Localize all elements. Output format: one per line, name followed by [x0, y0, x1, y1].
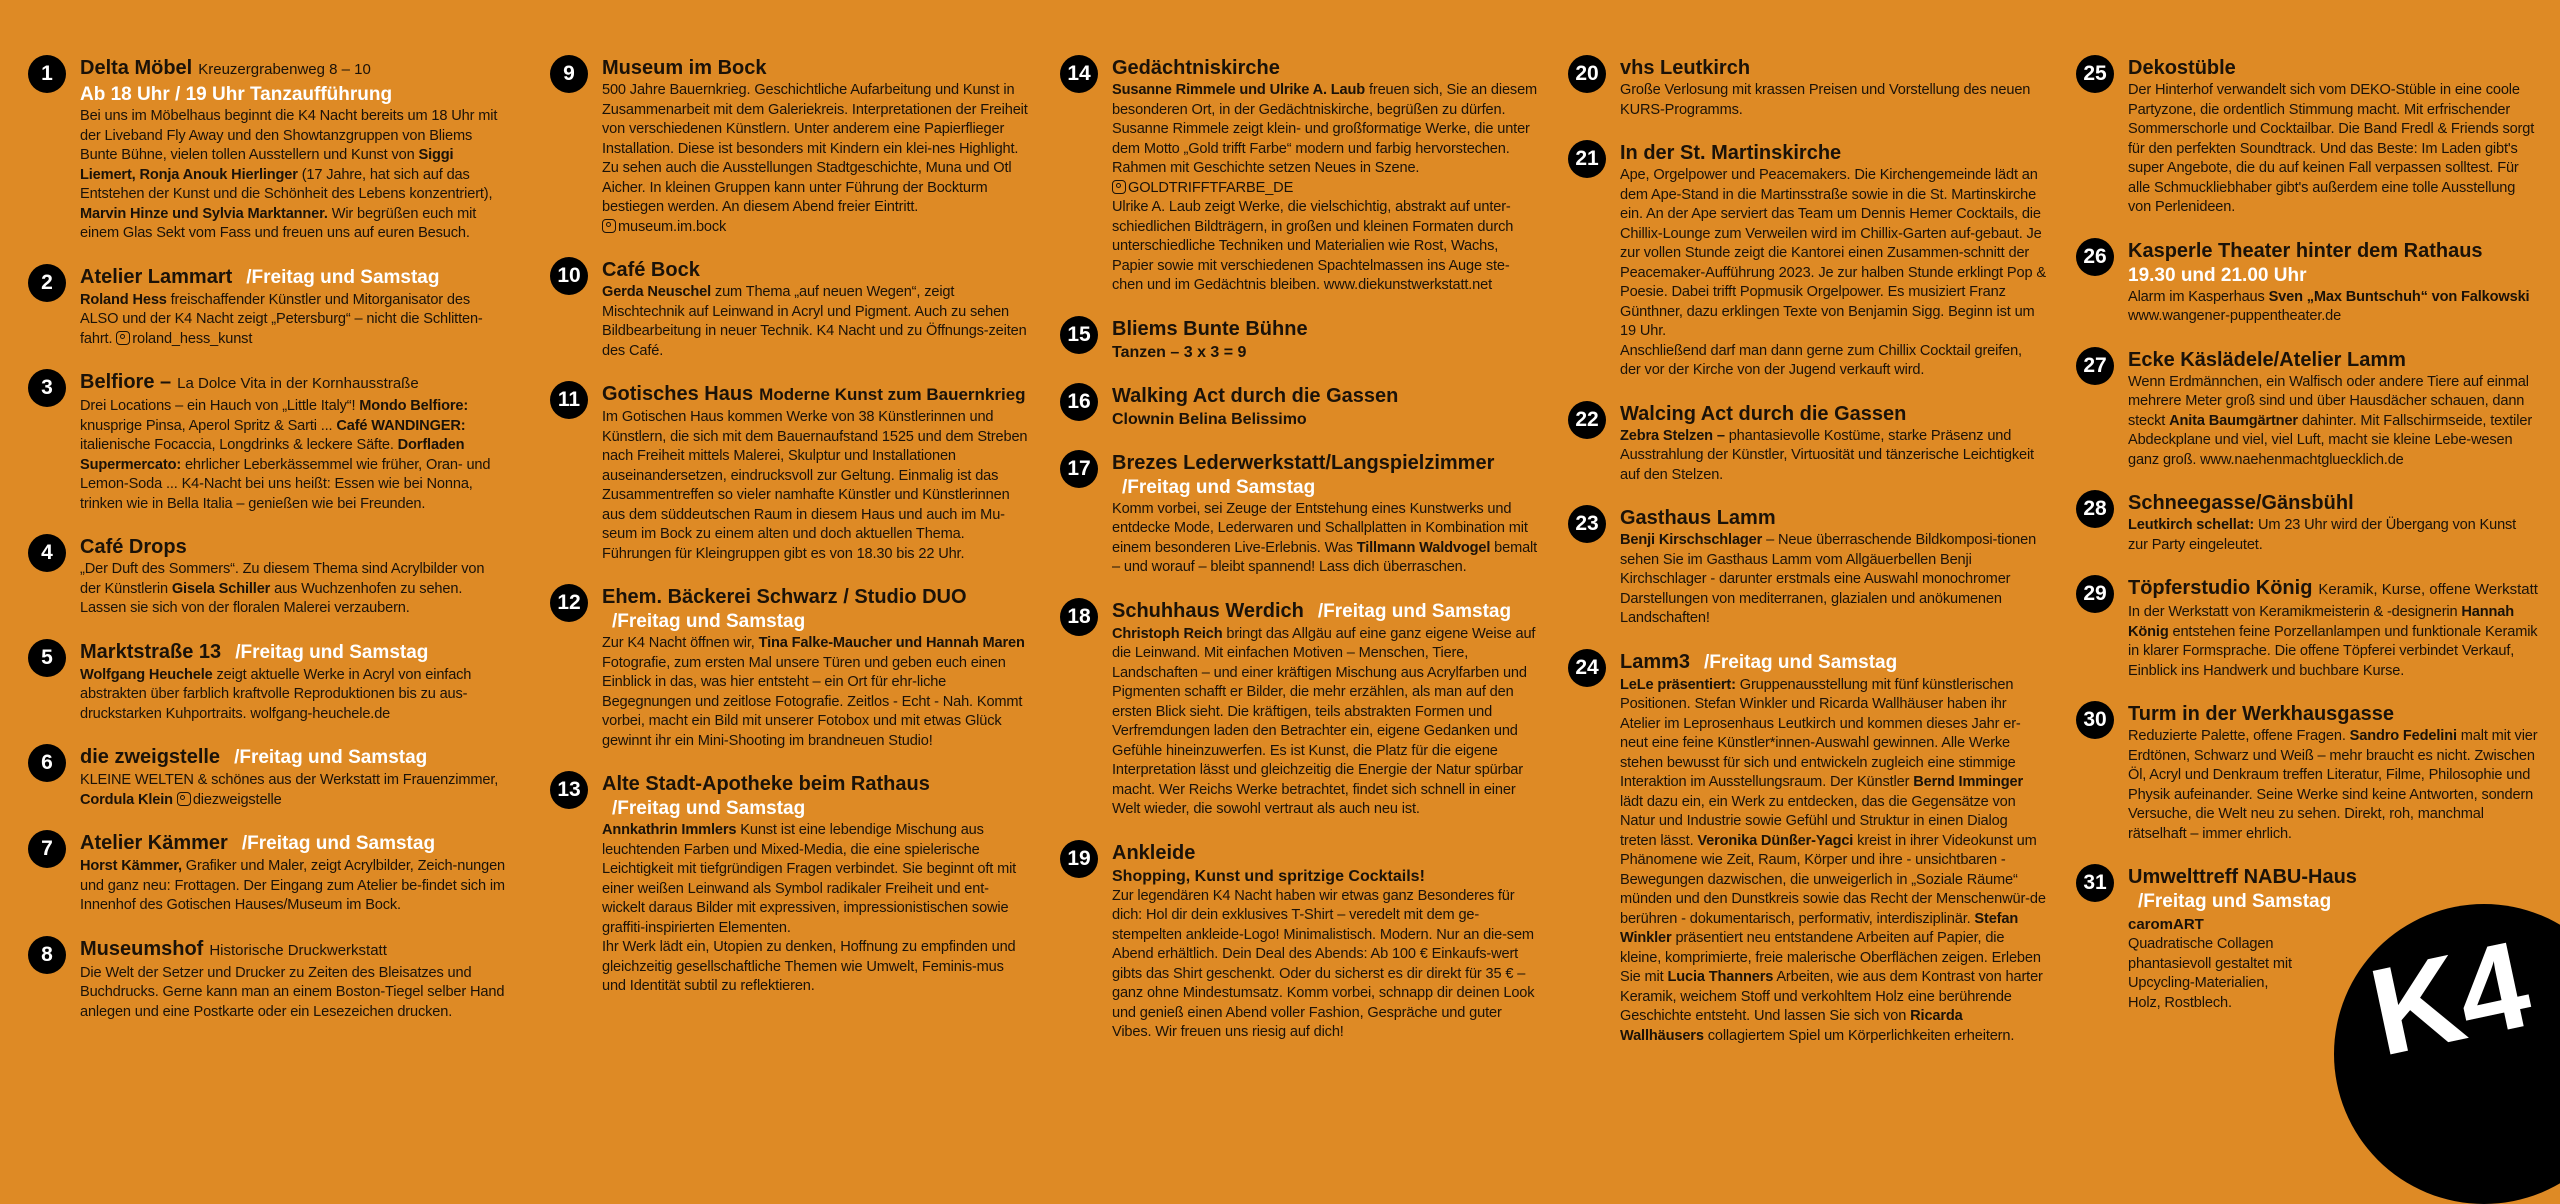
entry-title: Kasperle Theater hinter dem Rathaus: [2128, 239, 2483, 262]
entry-days-tag: /Freitag und Samstag: [246, 266, 440, 288]
entry-12: [550, 584, 1028, 751]
entry-title: Atelier Lammart: [80, 265, 233, 288]
entry-title: Café Bock: [602, 259, 700, 281]
entry-subtitle: Moderne Kunst zum Bauernkrieg: [759, 385, 1026, 404]
entry-title: Alte Stadt-Apotheke beim Rathaus: [602, 773, 930, 795]
entry-days-tag: /Freitag und Samstag: [612, 611, 806, 632]
entry-15: [1060, 316, 1538, 363]
entry-text: KLEINE WELTEN & schönes aus der Werkstatt im Frauenzimmer, Cordula Klein diezweigstelle: [80, 772, 499, 808]
entry-number: 7: [28, 830, 66, 868]
entry-subtitle: Kreuzergrabenweg 8 – 10: [198, 61, 371, 78]
entry-27: [2076, 347, 2538, 471]
entry-number: 12: [550, 584, 588, 622]
entry-number: 22: [1568, 401, 1606, 439]
entry-number: 9: [550, 55, 588, 93]
entry-number: 18: [1060, 598, 1098, 636]
entry-days-tag: /Freitag und Samstag: [1704, 651, 1898, 673]
entry-21: [1568, 140, 2046, 381]
entry-time: 19.30 und 21.00 Uhr: [2128, 264, 2307, 286]
entry-number: 30: [2076, 701, 2114, 739]
entry-29: [2076, 575, 2538, 681]
entry-text: Horst Kämmer, Grafiker und Maler, zeigt Acrylbilder, Zeich-nungen und ganz neu: Frottagen. Der Eingang zum Atelier be-findet sich im Innenhof des Gotischen Hauses/Museum im Bock.: [80, 858, 506, 913]
entry-days-tag: /Freitag und Samstag: [1317, 600, 1512, 622]
entry-title: Ecke Käslädele/Atelier Lamm: [2128, 348, 2406, 371]
entry-text: Drei Locations – ein Hauch von „Little Italy“! Mondo Belfiore: knusprige Pinsa, Aperol Spritz & Sarti ... Café WANDINGER: italienische Focaccia, Longdrinks & leckere Säfte. Dorfladen Supermercato: ehrlicher Leberkässemmel wie früher, Oran- und Lemon-Soda ... K4-Nacht bei uns heißt: Essen wie bei Nonna, trinken wie in Bella Italia – genießen wie bei Freunden.: [80, 398, 491, 512]
entry-title: Walking Act durch die Gassen: [1112, 384, 1399, 407]
entry-13: [550, 771, 1028, 997]
entry-title: Museum im Bock: [602, 57, 767, 79]
entry-20: [1568, 55, 2046, 120]
entry-number: 20: [1568, 55, 1606, 93]
column-1: [28, 50, 506, 1042]
entry-text: Im Gotischen Haus kommen Werke von 38 Künstlerinnen und Künstlern, die sich mit dem Bauernaufstand 1525 und dem Streben nach Freiheit mittels Malerei, Skulptur und Installationen auseinandersetzen, eindrucksvoll zur Geltung. Einmalig ist das Zusammentreffen so vieler namhafte Künstler und Künstlerinnen aus dem süddeutschen Raum in diesem Haus und auch im Mu-seum im Bock zu einem alten und doch aktuellen Thema. Führungen für Kleingruppen gibt es von 18.30 bis 22 Uhr.: [602, 409, 1028, 562]
entry-text: Zur legendären K4 Nacht haben wir etwas ganz Besonderes für dich: Hol dir dein exklusives T-Shirt – veredelt mit dem ge-stempelten ankleide-Logo! Minimalistisch. Modern. Nur an die-sem Abend erhältlich. Dein Deal des Abends: Ab 100 € Einkaufs-wert gibts das Shirt geschenkt. Oder du sicherst es dir direkt für 35 € – ganz ohne Mindestumsatz. Komm vorbei, schnapp dir deinen Look und genieß einen Abend voller Fashion, Gespräche und guter Vibes. Wir freuen uns riesig auf dich!: [1112, 887, 1535, 1040]
entry-text: Bei uns im Möbelhaus beginnt die K4 Nacht bereits um 18 Uhr mit der Liveband Fly Away und den Showtanzgruppen von Bliems Bunte Bühne, vielen tollen Ausstellern und Kunst von Siggi Liemert, Ronja Anouk Hierlinger (17 Jahre, hat sich auf das Entstehen der Kunst und die Schönheit des Lebens konzentriert), Marvin Hinze und Sylvia Marktanner. Wir begrüßen euch mit einem Glas Sekt vom Fass und freuen uns auf euren Besuch.: [80, 108, 498, 241]
entry-text: Alarm im Kasperhaus Sven „Max Buntschuh“ von Falkowski www.wangener-puppentheater.de: [2128, 288, 2530, 324]
entry-title: Töpferstudio König: [2128, 577, 2313, 599]
entry-text: Roland Hess freischaffender Künstler und Mitorganisator des ALSO und der K4 Nacht zeigt „Petersburg“ – nicht die Schlitten-fahrt. roland_hess_kunst: [80, 291, 483, 347]
entry-text: Zur K4 Nacht öffnen wir, Tina Falke-Maucher und Hannah Maren Fotografie, zum ersten Mal unsere Türen und geben euch einen Einblick in das, was hier entsteht – ein Ort für ehr-liche Begegnungen und zeitlose Fotografie. Zeitlos - Echt - Nah. Kommt vorbei, macht ein Bild mit unserer Fotobox und mit etwas Glück gewinnt ihr ein Mini-Shooting im brandneuen Studio!: [602, 635, 1025, 749]
entry-days-tag: /Freitag und Samstag: [1122, 476, 1316, 498]
entry-text: Christoph Reich bringt das Allgäu auf eine ganz eigene Weise auf die Leinwand. Mit einfachen Motiven – Menschen, Tiere, Landschaften – und einer kräftigen Mischung aus Acrylfarben und Pigmenten schafft er Bilder, die mehr erzählen, als man auf den ersten Blick sieht. Die kräftigen, teils abstrakten Formen und Verfremdungen laden den Betrachter ein, eigene Gedanken und Gefühle hineinzuwerfen. Es ist Kunst, die Platz für die eigene Interpretation lässt und gleichzeitig die Energie der Natur spürbar macht. Wer Reichs Werke betrachtet, findet sich schnell in einer Welt wieder, die sowohl vertraut als auch neu ist.: [1112, 625, 1536, 817]
entry-tagline: Shopping, Kunst und spritzige Cocktails!: [1112, 867, 1425, 885]
entry-25: [2076, 55, 2538, 218]
column-3: [1060, 50, 1538, 1063]
entry-days-tag: /Freitag und Samstag: [235, 641, 429, 663]
entry-number: 13: [550, 771, 588, 809]
entry-text: Ape, Orgelpower und Peacemakers. Die Kirchengemeinde lädt an dem Ape-Stand in die Martinsstraße sowie in die St. Martinskirche ein. An der Ape serviert das Team um Dennis Hemer Cocktails, die Chillix-Lounge zum Verweilen wird im Chillix-Garten auf-gebaut. Je zur vollen Stunde zeigt die Kantorei einen Zusammen-schnitt der Peacemaker-Aufführung 2023. Je zur halben Stunde erklingt Pop & Poesie. Dabei trifft Popmusik Orgelpower. Es musiziert Franz Günthner, dazu erklingen Texte von Benjamin Sigg. Beginn ist um 19 Uhr. Anschließend darf man dann gerne zum Chillix Cocktail greifen, der vor der Kirche von der Jugend verkauft wird.: [1620, 167, 2046, 378]
entry-text: Wolfgang Heuchele zeigt aktuelle Werke in Acryl von einfach abstrakten über farblich kraftvolle Reproduktionen bis zu aus-druckstarken Kuhportraits. wolfgang-heuchele.de: [80, 666, 472, 722]
entry-tagline: Tanzen – 3 x 3 = 9: [1112, 343, 1247, 361]
entry-title: Dekostüble: [2128, 57, 2236, 79]
instagram-handle: GOLDTRIFFTFARBE_DE: [1128, 179, 1294, 196]
entry-number: 26: [2076, 238, 2114, 276]
column-5: [2076, 50, 2538, 1033]
entry-number: 10: [550, 257, 588, 295]
entry-9: [550, 55, 1028, 237]
entry-text: Gerda Neuschel zum Thema „auf neuen Wegen“, zeigt Mischtechnik auf Leinwand in Acryl und Pigment. Auch zu sehen Bildbearbeitung in neuer Technik. K4 Nacht und zu Öffnungs-zeiten des Café.: [602, 284, 1027, 359]
entry-8: [28, 936, 506, 1023]
entry-text: Annkathrin Immlers Kunst ist eine lebendige Mischung aus leuchtenden Farben und Mixed-Media, die eine spielerische Leichtigkeit mit tiefgründigen Fragen verbindet. Sie beginnt oft mit einer weißen Leinwand als Symbol radikaler Freiheit und ent-wickelt daraus Bilder mit expressiven, impressionistischen sowie graffiti-inspirierten Elementen. Ihr Werk lädt ein, Utopien zu denken, Hoffnung zu empfinden und gleichzeitig gesellschaftliche Themen wie Umwelt, Feminis-mus und Identität subtil zu reflektieren.: [602, 822, 1017, 994]
entry-number: 6: [28, 744, 66, 782]
entry-number: 27: [2076, 347, 2114, 385]
entry-4: [28, 534, 506, 619]
column-4: [1568, 50, 2046, 1066]
entry-title: Umwelttreff NABU-Haus: [2128, 866, 2357, 888]
entry-days-tag: /Freitag und Samstag: [234, 747, 428, 768]
instagram-icon: [602, 219, 616, 233]
entry-title: die zweigstelle: [80, 746, 221, 768]
entry-number: 16: [1060, 383, 1098, 421]
entry-16: [1060, 383, 1538, 430]
instagram-handle: diezweigstelle: [192, 791, 282, 808]
entry-title: Ehem. Bäckerei Schwarz / Studio DUO: [602, 586, 967, 608]
entry-10: [550, 257, 1028, 361]
instagram-icon: [177, 792, 191, 806]
entry-number: 29: [2076, 575, 2114, 613]
entry-text: Die Welt der Setzer und Drucker zu Zeiten des Bleisatzes und Buchdrucks. Gerne kann man an einem Boston-Tiegel selber Hand anlegen und eine Postkarte oder ein Lesezeichen drucken.: [80, 964, 505, 1020]
entry-text: Wenn Erdmännchen, ein Walfisch oder andere Tiere auf einmal mehrere Meter groß sind und über Hausdächer schauen, dann steckt Anita Baumgärtner dahinter. Mit Fallschirmseide, textiler Abdeckplane und viel, viel Luft, macht sie kleine Lebe-wesen ganz groß. www.naehenmachtgluecklich.de: [2128, 373, 2533, 468]
entry-text: Benji Kirschschlager – Neue überraschende Bildkomposi-tionen sehen Sie im Gasthaus Lamm vom Allgäuerbellen Benji Kirchschlager - darunter erstmals eine Auswahl monochromer Darstellungen von mediterranen, glazialen und anökumenen Landschaften!: [1620, 532, 2037, 626]
entry-24: [1568, 649, 2046, 1047]
entry-text: 500 Jahre Bauernkrieg. Geschichtliche Aufarbeitung und Kunst in Zusammenarbeit mit dem Galeriekreis. Interpretationen der Freiheit von verschiedenen Künstlern. Unter anderem eine Papierflieger Installation. Diese ist besonders mit Kindern ein klei-nes Highlight. Zu sehen auch die Ausstellungen Stadtgeschichte, Muna und Otl Aicher. In kleinen Gruppen kann unter Führung der Bockturm bestiegen werden. An diesem Abend freier Eintritt. museum.im.bock: [602, 82, 1028, 235]
entry-number: 15: [1060, 316, 1098, 354]
entry-time: Ab 18 Uhr / 19 Uhr Tanzaufführung: [80, 84, 393, 105]
entry-number: 28: [2076, 490, 2114, 528]
entry-number: 19: [1060, 840, 1098, 878]
entry-title: Gotisches Haus: [602, 383, 754, 405]
entry-30: [2076, 701, 2538, 844]
entry-title: Turm in der Werkhausgasse: [2128, 703, 2395, 725]
entry-3: [28, 369, 506, 514]
entry-title: Walcing Act durch die Gassen: [1620, 402, 1907, 425]
entry-19: [1060, 840, 1538, 1043]
entry-number: 25: [2076, 55, 2114, 93]
entry-number: 14: [1060, 55, 1098, 93]
entry-title: Schneegasse/Gänsbühl: [2128, 492, 2354, 514]
entry-28: [2076, 490, 2538, 555]
entry-number: 4: [28, 534, 66, 572]
entry-5: [28, 639, 506, 725]
entry-title: Delta Möbel: [80, 57, 193, 79]
entry-11: [550, 381, 1028, 564]
entry-days-tag: /Freitag und Samstag: [241, 833, 436, 854]
entry-14: [1060, 55, 1538, 296]
entry-days-tag: /Freitag und Samstag: [2138, 891, 2332, 912]
instagram-handle: roland_hess_kunst: [132, 330, 253, 347]
entry-text: Der Hinterhof verwandelt sich vom DEKO-Stüble in eine coole Partyzone, die ordentlich Stimmung macht. Mit erfrischender Sommerschorle und Cocktailbar. Die Band Fredl & Friends sorgt für den perfekten Soundtrack. Und das Beste: Im Laden gibt's super Angebote, die du auf keinen Fall verpassen solltest. Für alle Schmuckliebhaber gibt's außerdem eine tolle Ausstellung von Perlenideen.: [2128, 82, 2535, 215]
entry-number: 23: [1568, 505, 1606, 543]
entry-number: 1: [28, 55, 66, 93]
entry-subtitle: Historische Druckwerkstatt: [209, 941, 387, 959]
entry-number: 17: [1060, 450, 1098, 488]
entry-title: Schuhhaus Werdich: [1112, 599, 1304, 622]
instagram-handle: museum.im.bock: [618, 218, 727, 235]
entry-6: [28, 744, 506, 810]
entry-text: Reduzierte Palette, offene Fragen. Sandro Fedelini malt mit vier Erdtönen, Schwarz und Weiß – mehr braucht es nicht. Zwischen Öl, Acryl und Denkraum treffen Literatur, Filme, Philosophie und Physik aufeinander. Seine Werke sind keine Antworten, sondern Versuche, die Welt neu zu sehen. Direkt, roh, manchmal rätselhaft – immer ehrlich.: [2128, 728, 2538, 842]
entry-title: Ankleide: [1112, 841, 1196, 864]
entry-number: 8: [28, 936, 66, 974]
entry-artist: caromART: [2128, 916, 2204, 933]
entry-text: Leutkirch schellat: Um 23 Uhr wird der Übergang von Kunst zur Party eingeleutet.: [2128, 517, 2517, 553]
entry-23: [1568, 505, 2046, 629]
entry-subtitle: Keramik, Kurse, offene Werkstatt: [2318, 581, 2538, 598]
entry-number: 21: [1568, 140, 1606, 178]
entry-22: [1568, 401, 2046, 486]
entry-title: Museumshof: [80, 937, 204, 960]
entry-title: Atelier Kämmer: [80, 832, 228, 854]
entry-subtitle: La Dolce Vita in der Kornhausstraße: [177, 375, 419, 392]
entry-title: Lamm3: [1620, 650, 1691, 673]
entry-title: Brezes Lederwerkstatt/Langspielzimmer: [1112, 451, 1495, 474]
entry-title: Gedächtniskirche: [1112, 57, 1280, 79]
entry-text: In der Werkstatt von Keramikmeisterin & -designerin Hannah König entstehen feine Porzellanlampen und funktionale Keramik in klarer Formsprache. Die offene Töpferei verbindet Verkauf, Einblick ins Handwerk und buchbare Kurse.: [2128, 604, 2538, 679]
entry-title: Gasthaus Lamm: [1620, 507, 1776, 529]
entry-title: Café Drops: [80, 536, 187, 558]
entry-text: Susanne Rimmele und Ulrike A. Laub freuen sich, Sie an diesem besonderen Ort, in der Gedächtniskirche, begrüßen zu dürfen. Susanne Rimmele zeigt klein- und großformatige Werke, die unter dem Motto „Gold trifft Farbe“ modern und farbig hervorstechen. Rahmen mit Geschichte setzen Neues in Szene. GOLDTRIFFTFARBE_DE Ulrike A. Laub zeigt Werke, die vielschichtig, abstrakt auf unter-schiedlichen Bildträgern, in großen und kleinen Formaten durch unterschiedliche Techniken und Materialien wie Rost, Wachs, Papier sowie mit verschiedenen Spachtelmassen ins Auge ste-chen und im Gedächtnis bleiben. www.diekunstwerkstatt.net: [1112, 82, 1538, 293]
entry-number: 11: [550, 381, 588, 419]
entry-title: In der St. Martinskirche: [1620, 142, 1842, 164]
entry-number: 3: [28, 369, 66, 407]
entry-tagline: Clownin Belina Belissimo: [1112, 410, 1307, 428]
entry-2: [28, 264, 506, 350]
entry-text: LeLe präsentiert: Gruppenausstellung mit fünf künstlerischen Positionen. Stefan Winkler und Ricarda Wallhäuser haben ihr Atelier im Leprosenhaus Leutkirch und kommen dieses Jahr er-neut eine feine Künstler*innen-Auswahl gewinnen. Alle Werke stehen bewusst für sich und entwickeln zugleich eine stimmige Interaktion im Ausstellungsraum. Der Künstler Bernd Imminger lädt dazu ein, ein Werk zu entdecken, das die Gegensätze von Natur und Industrie sowie Gefühl und Struktur in einen Dialog treten lässt. Veronika Dünßer-Yagci kreist in ihrer Videokunst um Phänomene wie Zeit, Raum, Körper und ihre - unsichtbaren - Bewegungen dazwischen, die unweigerlich in „Soziale Räume“ münden und den Dunstkreis sowie das Recht der Menschenwür-de berühren - dokumentarisch, performativ, interdisziplinär. Stefan Winkler präsentiert neu entstandene Arbeiten auf Papier, die kleine, komprimierte, freie malerische Oberflächen zeigen. Erleben Sie mit Lucia Thanners Arbeiten, wie aus dem Kontrast von harter Keramik, weichem Stoff und verkohltem Holz eine berührende Geschichte entsteht. Und lassen Sie sich von Ricarda Wallhäusers collagiertem Spiel um Körperlichkeiten erheitern.: [1620, 676, 2046, 1044]
entry-7: [28, 830, 506, 916]
entry-number: 24: [1568, 649, 1606, 687]
entry-18: [1060, 598, 1538, 820]
entry-title: Marktstraße 13: [80, 640, 222, 663]
entry-title: vhs Leutkirch: [1620, 57, 1751, 79]
k4-logo-text: K4: [2359, 915, 2540, 1083]
entry-text: Zebra Stelzen – phantasievolle Kostüme, starke Präsenz und Ausstrahlung der Künstler, Virtuosität und tänzerische Leichtigkeit auf den Stelzen.: [1620, 427, 2034, 483]
entry-number: 31: [2076, 864, 2114, 902]
instagram-icon: [116, 331, 130, 345]
entry-days-tag: /Freitag und Samstag: [612, 798, 806, 819]
entry-title: Belfiore –: [80, 371, 172, 393]
entry-title: Bliems Bunte Bühne: [1112, 317, 1308, 340]
entry-1: [28, 55, 506, 244]
instagram-icon: [1112, 180, 1126, 194]
entry-number: 5: [28, 639, 66, 677]
column-2: [550, 50, 1028, 1017]
entry-17: [1060, 450, 1538, 578]
entry-text: Große Verlosung mit krassen Preisen und Vorstellung des neuen KURS-Programms.: [1620, 82, 2031, 118]
entry-text: Komm vorbei, sei Zeuge der Entstehung eines Kunstwerks und entdecke Mode, Lederwaren und Schallplatten in Kombination mit einem besonderen Live-Erlebnis. Was Tillmann Waldvogel bemalt – und worauf – bleibt spannend! Lass dich überraschen.: [1112, 500, 1538, 575]
entry-26: [2076, 238, 2538, 327]
entry-text: Quadratische Collagen phantasievoll gestaltet mit Upcycling-Materialien, Holz, Rostblech.: [2128, 936, 2292, 1011]
entry-text: „Der Duft des Sommers“. Zu diesem Thema sind Acrylbilder von der Künstlerin Gisela Schiller aus Wuchzenhofen zu sehen. Lassen sie sich von der floralen Malerei verzaubern.: [80, 561, 485, 616]
entry-number: 2: [28, 264, 66, 302]
